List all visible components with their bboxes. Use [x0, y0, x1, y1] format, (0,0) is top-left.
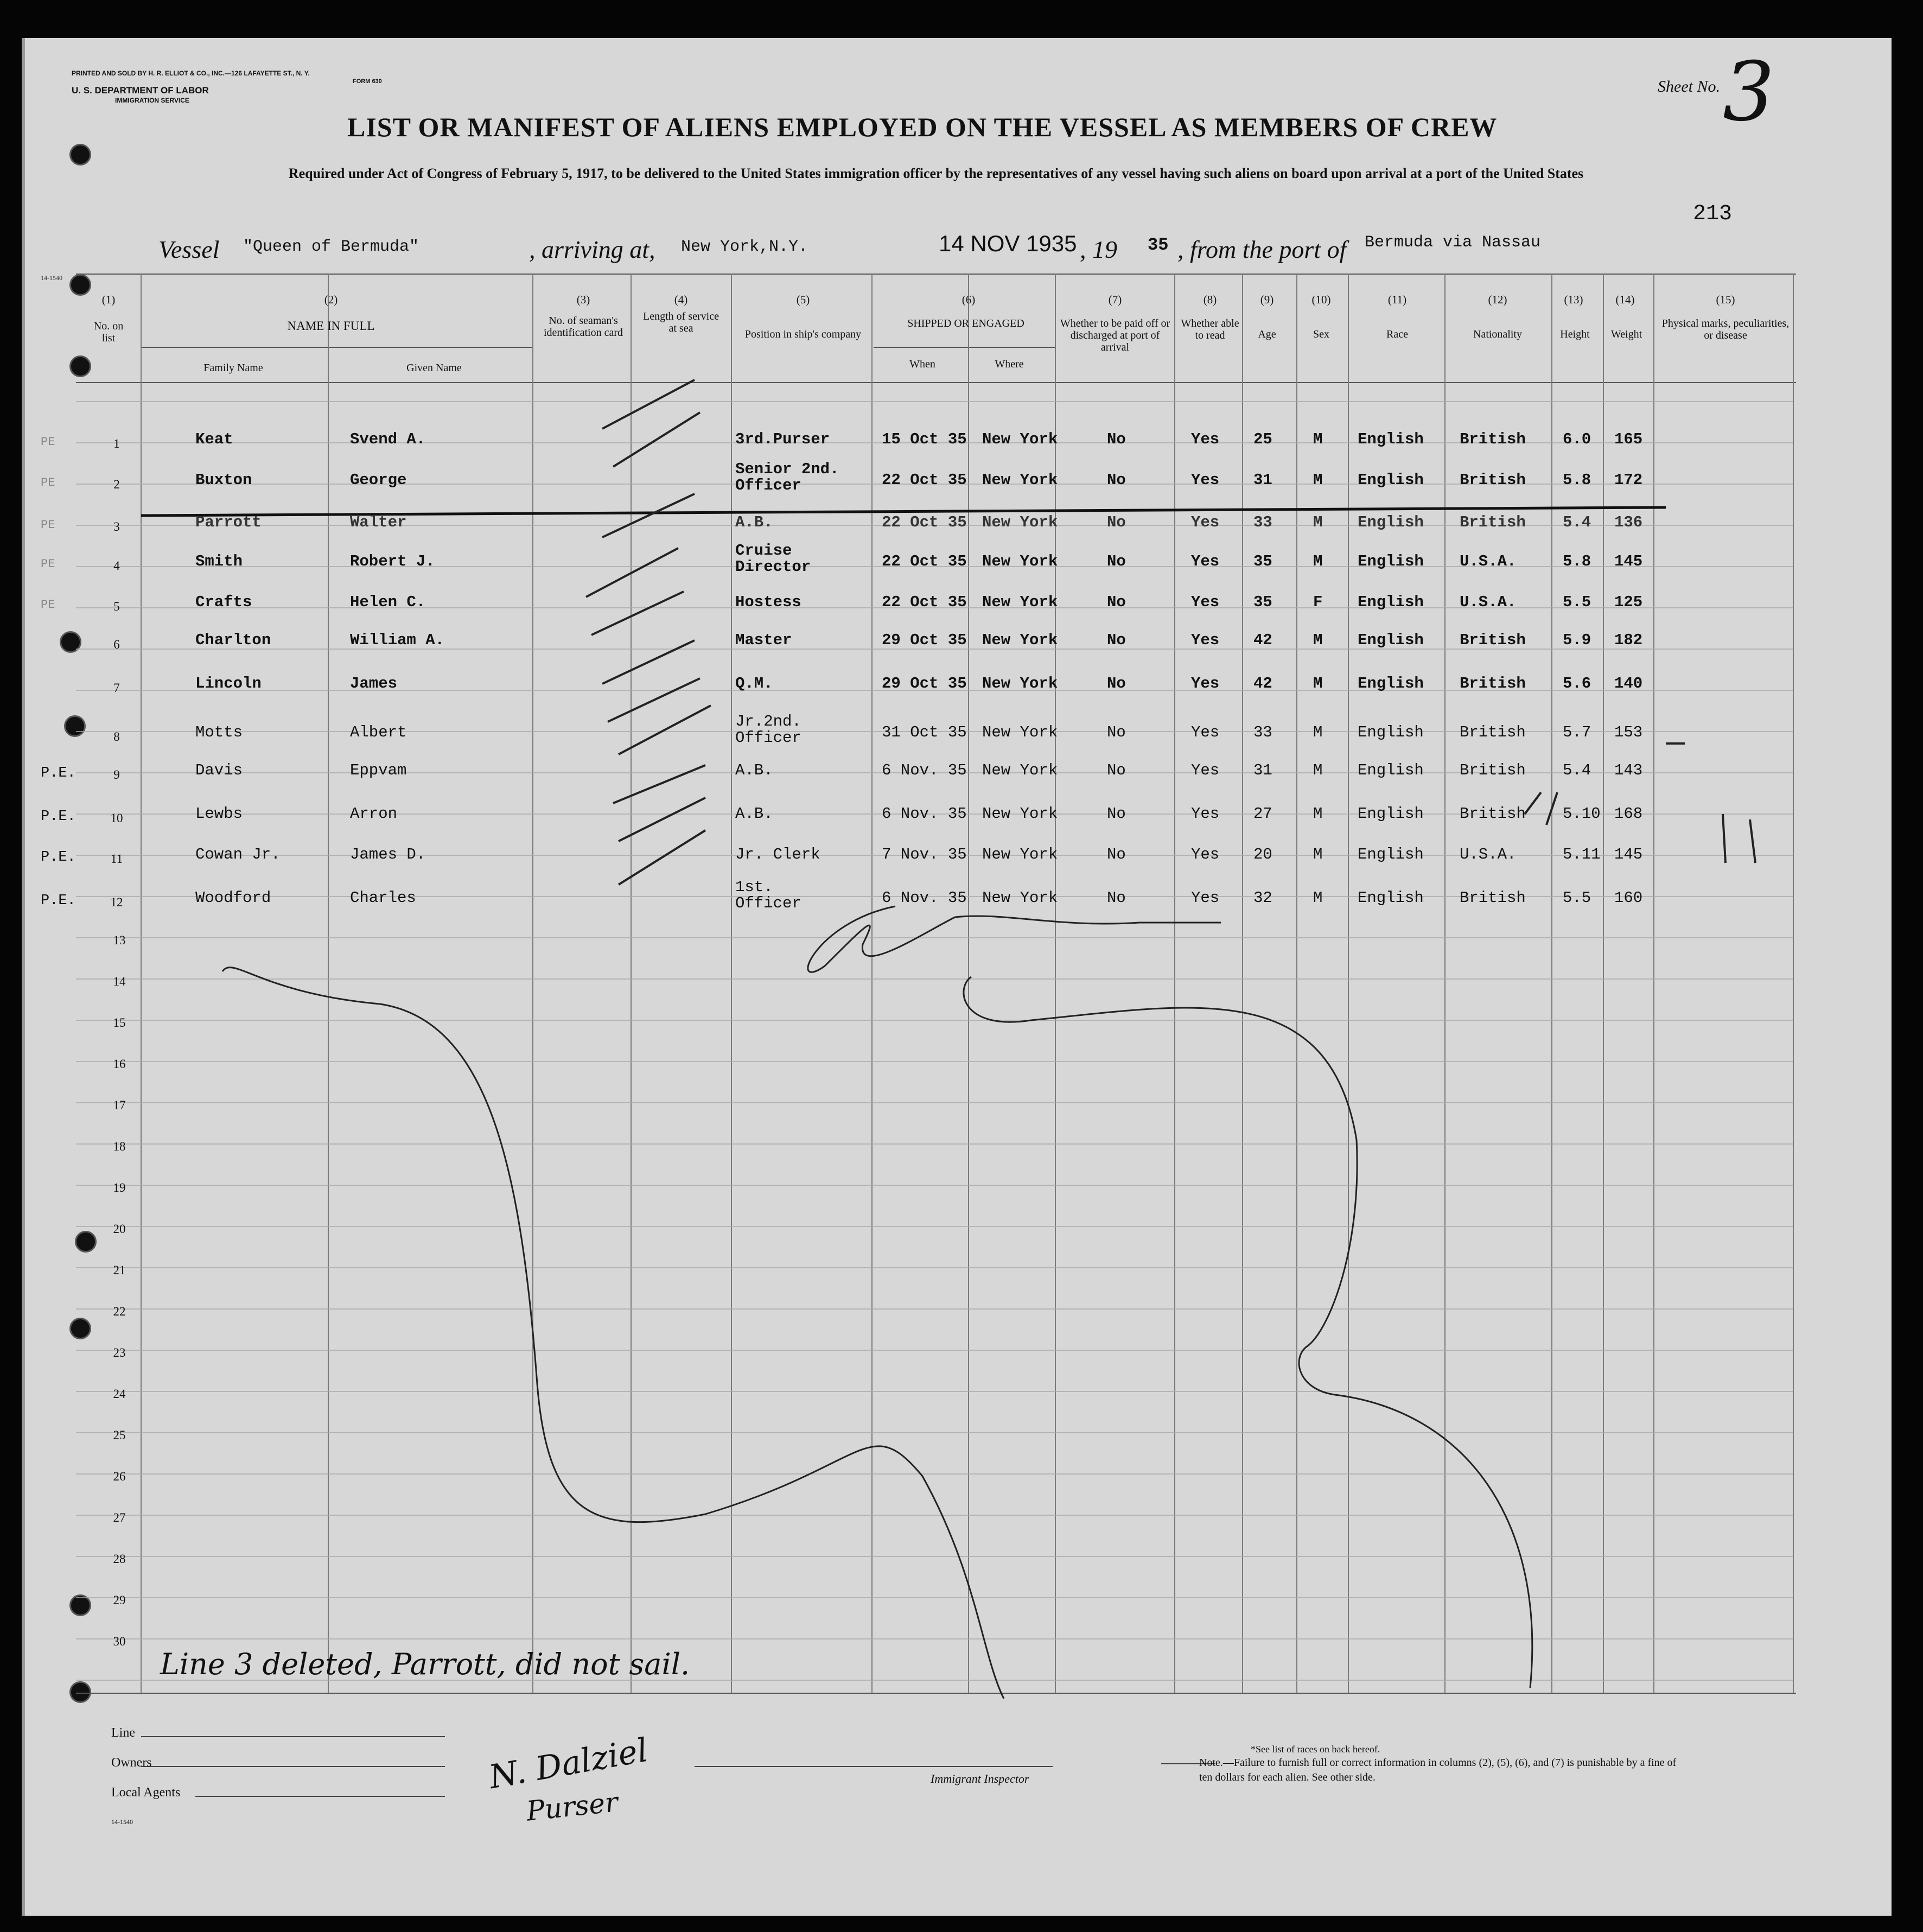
cell-height: 5.7 [1563, 723, 1591, 741]
col7-header: Whether to be paid off or discharged at port of arrival [1060, 317, 1170, 353]
cell-height: 5.8 [1563, 471, 1591, 489]
col2-given-header: Given Name [406, 362, 462, 374]
cell-where: New York [982, 675, 1058, 692]
cell-race: English [1358, 675, 1424, 692]
from-port: Bermuda via Nassau [1365, 233, 1541, 252]
sheet-label: Sheet No. [1658, 78, 1720, 96]
pe-mark: P.E. [41, 765, 76, 781]
empty-row-number: 19 [113, 1181, 126, 1194]
cell-read: Yes [1191, 889, 1220, 907]
cell-paid: No [1107, 593, 1126, 611]
cell-nationality: British [1460, 513, 1526, 531]
cell-given: James [350, 675, 398, 692]
empty-row-number: 28 [113, 1552, 126, 1566]
cell-family: Davis [195, 761, 243, 779]
handwritten-deletion-note: Line 3 deleted, Parrott, did not sail. [160, 1647, 690, 1681]
form-number: FORM 630 [353, 78, 382, 85]
cell-paid: No [1107, 675, 1126, 692]
cell-age: 35 [1253, 552, 1272, 570]
cell-paid: No [1107, 513, 1126, 531]
cell-sex: M [1313, 552, 1323, 570]
cell-given: Robert J. [350, 552, 435, 570]
cell-height: 5.6 [1563, 675, 1591, 692]
year-prefix: , 19 [1080, 236, 1117, 263]
empty-row-number: 23 [113, 1346, 126, 1359]
row-number: 6 [113, 638, 120, 651]
inspector-label: Immigrant Inspector [931, 1772, 1029, 1785]
cell-given: Svend A. [350, 430, 426, 448]
cell-height: 5.4 [1563, 761, 1591, 779]
purser-title: Purser [525, 1786, 620, 1827]
cell-family: Parrott [195, 513, 262, 531]
col10-header: Sex [1313, 328, 1329, 340]
page-subtitle: Required under Act of Congress of February 5, 1917, to be delivered to the United States immigration officer by the representatives of any vessel having such aliens on board upon arrival at a port of the United States [288, 166, 1584, 181]
cell-given: Charles [350, 889, 416, 907]
cell-given: Walter [350, 513, 407, 531]
cell-position: Hostess [735, 593, 801, 611]
cell-read: Yes [1191, 805, 1220, 823]
from-port-label: , from the port of [1177, 236, 1347, 263]
cell-nationality: British [1460, 471, 1526, 489]
sheet-number: 3 [1723, 45, 1775, 139]
cell-sex: M [1313, 631, 1323, 649]
col5-number: (5) [796, 293, 810, 306]
cell-read: Yes [1191, 761, 1220, 779]
empty-row-number: 21 [113, 1263, 126, 1277]
purser-signature: N. Dalziel [486, 1731, 651, 1797]
cell-paid: No [1107, 761, 1126, 779]
cell-where: New York [982, 430, 1058, 448]
cell-position: A.B. [735, 513, 773, 531]
cell-where: New York [982, 846, 1058, 863]
col1-header: No. on list [93, 320, 124, 344]
cell-race: English [1358, 723, 1424, 741]
cell-height: 5.4 [1563, 513, 1591, 531]
cell-height: 5.10 [1563, 805, 1601, 823]
cell-height: 5.9 [1563, 631, 1591, 649]
cell-sex: M [1313, 675, 1323, 692]
cell-where: New York [982, 513, 1058, 531]
cell-position: A.B. [735, 761, 773, 779]
cell-age: 27 [1253, 805, 1272, 823]
cell-when: 29 Oct 35 [882, 675, 967, 692]
vessel-label: Vessel [158, 236, 220, 263]
department: U. S. DEPARTMENT OF LABOR [72, 85, 209, 96]
cell-age: 35 [1253, 593, 1272, 611]
cell-where: New York [982, 805, 1058, 823]
col9-header: Age [1258, 328, 1276, 340]
cell-where: New York [982, 552, 1058, 570]
cell-nationality: British [1460, 675, 1526, 692]
cell-age: 25 [1253, 430, 1272, 448]
cell-sex: M [1313, 723, 1323, 741]
cell-position: 3rd.Purser [735, 430, 830, 448]
stamp-number: 213 [1693, 202, 1733, 226]
col4-number: (4) [674, 293, 688, 306]
cell-when: 6 Nov. 35 [882, 889, 967, 907]
cell-race: English [1358, 846, 1424, 863]
col4-header: Length of service at sea [643, 310, 719, 334]
cell-position: A.B. [735, 805, 773, 823]
cell-age: 42 [1253, 631, 1272, 649]
cell-family: Charlton [195, 631, 271, 649]
cell-when: 22 Oct 35 [882, 513, 967, 531]
cell-race: English [1358, 889, 1424, 907]
cell-height: 5.5 [1563, 889, 1591, 907]
pe-mark: PE [41, 476, 55, 490]
cell-weight: 160 [1614, 889, 1643, 907]
row-number: 8 [113, 730, 120, 743]
cell-age: 31 [1253, 761, 1272, 779]
empty-row-number: 16 [113, 1057, 126, 1071]
col12-header: Nationality [1473, 328, 1522, 340]
cell-when: 6 Nov. 35 [882, 761, 967, 779]
col12-number: (12) [1488, 293, 1507, 306]
col8-header: Whether able to read [1181, 317, 1239, 341]
cell-sex: M [1313, 513, 1323, 531]
row-number: 4 [113, 559, 120, 573]
form-code: 14-1540 [41, 274, 62, 282]
empty-row-number: 17 [113, 1098, 126, 1112]
cell-sex: M [1313, 805, 1323, 823]
cell-when: 29 Oct 35 [882, 631, 967, 649]
cell-position: 1st. Officer [735, 878, 801, 912]
col11-number: (11) [1387, 293, 1407, 306]
empty-row-number: 18 [113, 1140, 126, 1153]
cell-weight: 125 [1614, 593, 1643, 611]
cell-race: English [1358, 631, 1424, 649]
cell-age: 33 [1253, 723, 1272, 741]
cancel-squiggle-2 [964, 977, 1532, 1688]
cell-position: Jr. Clerk [735, 846, 820, 863]
cell-when: 22 Oct 35 [882, 552, 967, 570]
cell-paid: No [1107, 805, 1126, 823]
cell-age: 42 [1253, 675, 1272, 692]
cell-read: Yes [1191, 471, 1220, 489]
cell-race: English [1358, 430, 1424, 448]
cell-read: Yes [1191, 846, 1220, 863]
row-number: 1 [113, 437, 120, 450]
cell-weight: 153 [1614, 723, 1643, 741]
col14-number: (14) [1615, 293, 1635, 306]
cell-height: 5.5 [1563, 593, 1591, 611]
col13-number: (13) [1564, 293, 1583, 306]
cell-paid: No [1107, 552, 1126, 570]
row-number: 5 [113, 600, 120, 613]
arrival-date-stamp: 14 NOV 1935 [939, 231, 1077, 256]
col9-number: (9) [1260, 293, 1274, 306]
cell-when: 22 Oct 35 [882, 593, 967, 611]
empty-row-number: 29 [113, 1593, 126, 1607]
cell-read: Yes [1191, 430, 1220, 448]
cell-race: English [1358, 805, 1424, 823]
cell-sex: M [1313, 889, 1323, 907]
cell-age: 32 [1253, 889, 1272, 907]
empty-row-number: 24 [113, 1387, 126, 1401]
col1-number: (1) [101, 293, 116, 306]
cell-age: 33 [1253, 513, 1272, 531]
cell-where: New York [982, 723, 1058, 741]
cell-family: Crafts [195, 593, 252, 611]
cell-weight: 140 [1614, 675, 1643, 692]
cell-paid: No [1107, 471, 1126, 489]
empty-row-number: 14 [113, 975, 126, 988]
col8-number: (8) [1203, 293, 1217, 306]
col3-header: No. of seaman's identification card [543, 315, 623, 339]
cell-paid: No [1107, 723, 1126, 741]
cell-position: Master [735, 631, 792, 649]
cell-nationality: British [1460, 889, 1526, 907]
cell-race: English [1358, 593, 1424, 611]
cell-family: Lincoln [195, 675, 262, 692]
cell-family: Motts [195, 723, 243, 741]
row-number: 2 [113, 478, 120, 491]
col2-header: NAME IN FULL [287, 319, 375, 333]
col6-when-header: When [909, 358, 935, 370]
cell-age: 20 [1253, 846, 1272, 863]
cell-when: 31 Oct 35 [882, 723, 967, 741]
row-number: 7 [113, 681, 120, 695]
penalty-note: Note.—Failure to furnish full or correct information in columns (2), (5), (6), and (7) is punishable by a fine of ten dollars for each alien. See other side. [1199, 1757, 1677, 1783]
empty-row-number: 26 [113, 1470, 126, 1483]
cell-sex: M [1313, 761, 1323, 779]
vessel-name: "Queen of Bermuda" [243, 238, 419, 256]
cell-given: George [350, 471, 407, 489]
cell-paid: No [1107, 430, 1126, 448]
cell-race: English [1358, 513, 1424, 531]
cell-height: 5.11 [1563, 846, 1601, 863]
cell-nationality: British [1460, 805, 1526, 823]
cell-sex: F [1313, 593, 1323, 611]
cell-family: Woodford [195, 889, 271, 907]
row-number: 3 [113, 520, 120, 533]
service: IMMIGRATION SERVICE [115, 97, 189, 104]
cell-given: Albert [350, 723, 407, 741]
pe-mark: PE [41, 518, 55, 532]
cell-family: Cowan Jr. [195, 846, 281, 863]
col15-header: Physical marks, peculiarities, or disease [1661, 317, 1790, 341]
cell-sex: M [1313, 471, 1323, 489]
signature-scribble [808, 906, 1221, 972]
year-suffix: 35 [1148, 235, 1169, 255]
col6-number: (6) [962, 293, 976, 306]
col3-number: (3) [576, 293, 590, 306]
col6-where-header: Where [995, 358, 1024, 370]
cell-given: Helen C. [350, 593, 426, 611]
cell-position: Jr.2nd. Officer [735, 713, 801, 747]
cell-paid: No [1107, 889, 1126, 907]
pe-mark: PE [41, 598, 55, 612]
cell-nationality: U.S.A. [1460, 846, 1517, 863]
col15-number: (15) [1716, 293, 1735, 306]
pe-mark: P.E. [41, 893, 76, 909]
cell-given: James D. [350, 846, 426, 863]
cell-where: New York [982, 889, 1058, 907]
cell-when: 7 Nov. 35 [882, 846, 967, 863]
empty-row-number: 25 [113, 1428, 126, 1442]
pe-mark: P.E. [41, 849, 76, 866]
row-number: 10 [110, 811, 123, 825]
cell-weight: 145 [1614, 846, 1643, 863]
cell-read: Yes [1191, 675, 1220, 692]
cell-position: Senior 2nd. Officer [735, 460, 839, 494]
cell-family: Buxton [195, 471, 252, 489]
cell-read: Yes [1191, 552, 1220, 570]
cell-read: Yes [1191, 593, 1220, 611]
printer-line: PRINTED AND SOLD BY H. R. ELLIOT & CO., INC.—126 LAFAYETTE ST., N. Y. [72, 69, 310, 77]
owners-label: Owners [111, 1756, 152, 1770]
arriving-label: , arriving at, [529, 236, 655, 263]
cell-weight: 143 [1614, 761, 1643, 779]
col7-number: (7) [1108, 293, 1122, 306]
cell-race: English [1358, 471, 1424, 489]
cell-where: New York [982, 593, 1058, 611]
arriving-port: New York,N.Y. [681, 238, 808, 256]
empty-row-number: 27 [113, 1511, 126, 1524]
cell-read: Yes [1191, 723, 1220, 741]
cell-where: New York [982, 471, 1058, 489]
row-number: 11 [110, 852, 123, 866]
cell-nationality: U.S.A. [1460, 593, 1517, 611]
cell-read: Yes [1191, 513, 1220, 531]
local-agents-label: Local Agents [111, 1785, 181, 1800]
cell-when: 15 Oct 35 [882, 430, 967, 448]
cell-given: William A. [350, 631, 445, 649]
cell-read: Yes [1191, 631, 1220, 649]
empty-row-number: 15 [113, 1016, 126, 1029]
cell-height: 5.8 [1563, 552, 1591, 570]
line-label: Line [111, 1726, 135, 1740]
footer-form-code: 14-1540 [111, 1818, 133, 1826]
cell-height: 6.0 [1563, 430, 1591, 448]
col14-header: Weight [1610, 328, 1642, 340]
cell-position: Q.M. [735, 675, 773, 692]
cell-nationality: British [1460, 430, 1526, 448]
cell-race: English [1358, 761, 1424, 779]
col13-header: Height [1560, 328, 1590, 340]
col2-family-header: Family Name [203, 362, 263, 374]
cell-weight: 182 [1614, 631, 1643, 649]
cell-weight: 168 [1614, 805, 1643, 823]
cell-weight: 172 [1614, 471, 1643, 489]
cell-race: English [1358, 552, 1424, 570]
empty-row-number: 13 [113, 933, 126, 947]
cell-paid: No [1107, 631, 1126, 649]
cell-nationality: U.S.A. [1460, 552, 1517, 570]
empty-row-number: 22 [113, 1305, 126, 1318]
cell-family: Keat [195, 430, 233, 448]
cell-age: 31 [1253, 471, 1272, 489]
col2-number: (2) [324, 293, 338, 306]
cell-nationality: British [1460, 631, 1526, 649]
cell-where: New York [982, 631, 1058, 649]
row-number: 9 [113, 768, 120, 781]
cell-sex: M [1313, 846, 1323, 863]
page-title: LIST OR MANIFEST OF ALIENS EMPLOYED ON THE VESSEL AS MEMBERS OF CREW [347, 112, 1498, 142]
cell-weight: 165 [1614, 430, 1643, 448]
races-note: *See list of races on back hereof. [1251, 1744, 1380, 1755]
cell-position: Cruise Director [735, 542, 811, 576]
cell-paid: No [1107, 846, 1126, 863]
col10-number: (10) [1311, 293, 1331, 306]
cell-nationality: British [1460, 723, 1526, 741]
cell-weight: 145 [1614, 552, 1643, 570]
cell-sex: M [1313, 430, 1323, 448]
empty-row-number: 20 [113, 1222, 126, 1236]
col11-header: Race [1386, 328, 1408, 340]
pe-mark: PE [41, 435, 55, 449]
cell-family: Smith [195, 552, 243, 570]
col5-header: Position in ship's company [744, 328, 862, 340]
cell-weight: 136 [1614, 513, 1643, 531]
col6-header: SHIPPED OR ENGAGED [907, 317, 1024, 329]
cell-nationality: British [1460, 761, 1526, 779]
cell-family: Lewbs [195, 805, 243, 823]
row-number: 12 [110, 895, 123, 909]
pe-mark: PE [41, 557, 55, 571]
cancel-squiggle [222, 968, 1004, 1699]
pe-mark: P.E. [41, 809, 76, 825]
cell-where: New York [982, 761, 1058, 779]
cell-when: 22 Oct 35 [882, 471, 967, 489]
cell-when: 6 Nov. 35 [882, 805, 967, 823]
cell-given: Arron [350, 805, 398, 823]
cell-given: Eppvam [350, 761, 407, 779]
empty-row-number: 30 [113, 1635, 126, 1648]
